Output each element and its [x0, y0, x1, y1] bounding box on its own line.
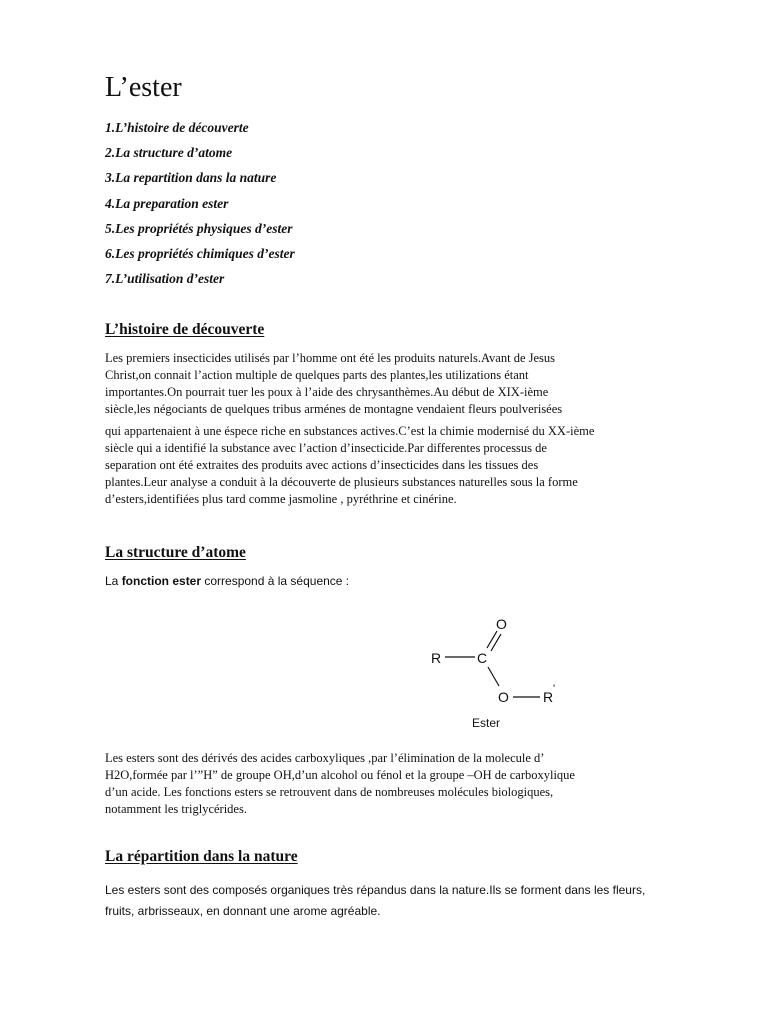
text-line: separation ont été extraites des produits avec actions d’insecticides dans les tissues des: [105, 458, 539, 472]
toc-item: 4.La preparation ester: [105, 195, 229, 211]
text-line: Les esters sont des dérivés des acides carboxyliques ,par l’élimination de la molecule d’: [105, 751, 545, 765]
bond-c-o: [488, 667, 499, 686]
double-bond-line-2: [491, 634, 501, 651]
intro-suffix: correspond à la séquence :: [201, 574, 350, 588]
text-line: d’esters,identifiées plus tard comme jasmoline , pyréthrine et cinérine.: [105, 492, 457, 506]
text-line: Les esters sont des composés organiques très répandus dans la nature.Ils se forment dans les fleurs,: [105, 883, 646, 897]
text-line: Les premiers insecticides utilisés par l’homme ont été les produits naturels.Avant de Jesus: [105, 351, 556, 365]
histoire-paragraph-1: [105, 350, 705, 418]
double-bond-line-1: [487, 631, 497, 648]
toc-item: 2.La structure d’atome: [105, 145, 233, 161]
text-line: fruits, arbrisseaux, en donnant une arome agréable.: [105, 904, 381, 918]
structure-paragraph: [105, 750, 705, 818]
text-line: d’un acide. Les fonctions esters se retrouvent dans de nombreuses molécules biologiques,: [105, 785, 554, 799]
structure-intro: [105, 573, 705, 590]
toc-item: 5.Les propriétés physiques d’ester: [105, 220, 293, 236]
ester-structure-diagram: [425, 608, 605, 738]
histoire-paragraph-2: [105, 423, 705, 508]
atom-o-bottom: O: [498, 689, 509, 705]
atom-c: C: [477, 650, 488, 666]
intro-prefix: La: [105, 574, 122, 588]
prime-mark: ': [553, 683, 556, 695]
text-line: Christ,on connait l’action multiple de quelques parts des plantes,les utilizations étant: [105, 368, 529, 382]
toc-item: 1.L’histoire de découverte: [105, 120, 249, 135]
section-heading-histoire: L’histoire de découverte: [105, 321, 265, 338]
toc-item: 3.La repartition dans la nature: [105, 170, 277, 186]
toc-item: 7.L’utilisation d’ester: [105, 271, 225, 287]
diagram-caption: Ester: [472, 716, 501, 730]
atom-r-prime: R: [543, 689, 554, 705]
intro-bold-term: fonction ester: [121, 574, 202, 588]
atom-o-top: O: [496, 616, 507, 632]
text-line: importantes.On pourrait tuer les poux à l’aide des chrysanthèmes.Au début de XIX-ième: [105, 385, 549, 399]
repartition-paragraph: [105, 877, 705, 920]
document-title: L’ester: [105, 72, 182, 103]
table-of-contents: [105, 117, 505, 293]
text-line: qui appartenaient à une éspece riche en substances actives.C’est la chimie modernisé du XX-ième: [105, 424, 595, 438]
text-line: H2O,formée par l’”H” de groupe OH,d’un alcohol ou fénol et la groupe –OH de carboxylique: [105, 768, 575, 782]
toc-item: 6.Les propriétés chimiques d’ester: [105, 245, 295, 261]
text-line: plantes.Leur analyse a conduit à la découverte de plusieurs substances naturelles sous la forme: [105, 475, 578, 489]
text-line: siècle qui a identifié la substance avec l’action d’insecticide.Par differentes processus de: [105, 441, 547, 455]
section-heading-repartition: La répartition dans la nature: [105, 848, 298, 865]
section-heading-structure: La structure d’atome: [105, 544, 246, 561]
text-line: notamment les triglycérides.: [105, 802, 247, 816]
atom-r: R: [431, 650, 442, 666]
text-line: siècle,les négociants de quelques tribus arménes de montagne vendaient fleurs poulverisées: [105, 402, 563, 416]
